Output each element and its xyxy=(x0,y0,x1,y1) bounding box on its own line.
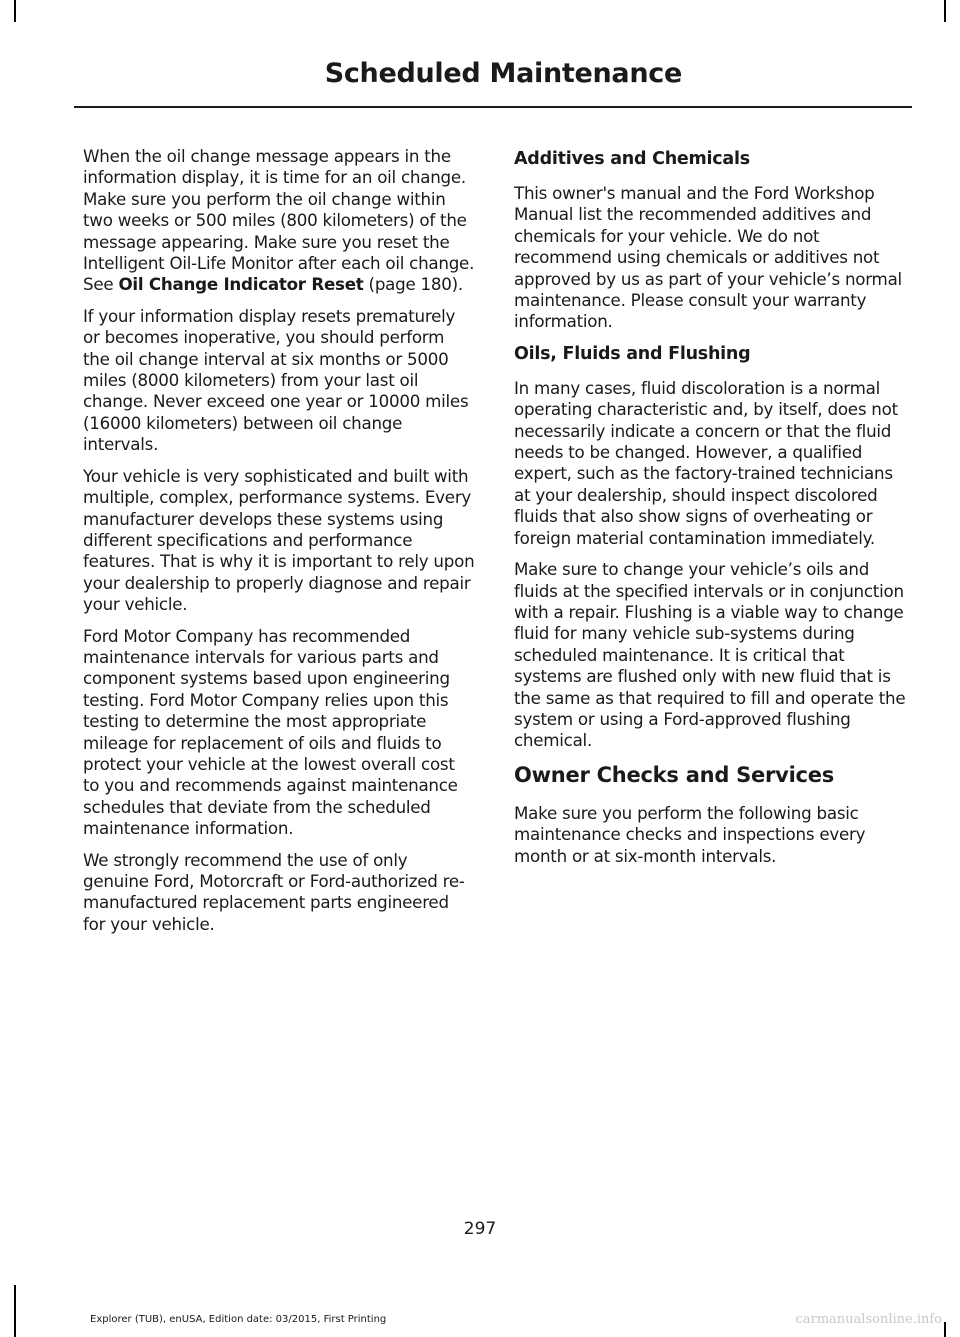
crop-mark-bottom-left xyxy=(14,1285,16,1337)
owner-checks-heading: Owner Checks and Services xyxy=(514,762,834,787)
sophisticated-vehicle-paragraph: Your vehicle is very sophisticated and built with multiple, complex, performance systems. Every manufacturer develops these systems using different specifications and performance features. That is why it is important to rely upon your dealership to properly diagnose and repair your vehicle. xyxy=(83,465,475,615)
page-number: 297 xyxy=(463,1219,497,1239)
genuine-parts-paragraph: We strongly recommend the use of only genuine Ford, Motorcraft or Ford-authorized re-manufactured replacement parts engineered for your vehicle. xyxy=(83,849,465,934)
crop-mark-top-left xyxy=(14,0,16,22)
maintenance-intervals-paragraph: Ford Motor Company has recommended maintenance intervals for various parts and component systems based upon engineering testing. Ford Motor Company relies upon this testing to determine the most appropriate mileage for replacement of oils and fluids to protect your vehicle at the lowest overall cost to you and recommends against maintenance schedules that deviate from the scheduled maintenance information. xyxy=(83,625,458,839)
watermark: carmanualsonline.info xyxy=(795,1312,942,1327)
oil-change-indicator-reset-link[interactable]: Oil Change Indicator Reset xyxy=(118,274,364,295)
display-reset-paragraph: If your information display resets prematurely or becomes inoperative, you should perform the oil change interval at six months or 5000 miles (8000 kilometers) from your last oil change. Never exceed one year or 10000 miles (16000 kilometers) between oil change intervals. xyxy=(83,305,469,455)
fluid-discoloration-paragraph: In many cases, fluid discoloration is a normal operating characteristic and, by itself, does not necessarily indicate a concern or that the fluid needs to be changed. However, a qualified expert, such as the factory-trained technicians at your dealership, should inspect discolored fluids that also show signs of overheating or foreign material contamination immediately. xyxy=(514,377,898,548)
oil-change-message-text: When the oil change message appears in the information display, it is time for an oil change. Make sure you perform the oil change within two weeks or 500 miles (800 kilometers) of the message appearing. Make sure you reset the Intelligent Oil-Life Monitor after each oil change. See xyxy=(83,146,475,295)
edition-info: Explorer (TUB), enUSA, Edition date: 03/2015, First Printing xyxy=(90,1314,387,1325)
crop-mark-bottom-right xyxy=(944,1322,946,1337)
page-title: Scheduled Maintenance xyxy=(324,58,682,89)
fluid-change-paragraph: Make sure to change your vehicle’s oils and fluids at the specified intervals or in conjunction with a repair. Flushing is a viable way to change fluid for many vehicle sub-systems during scheduled maintenance. It is critical that systems are flushed only with new fluid that is the same as that required to fill and operate the system or using a Ford-approved flushing chemical. xyxy=(514,559,906,751)
oil-change-message-paragraph xyxy=(83,146,475,296)
owner-checks-paragraph: Make sure you perform the following basic maintenance checks and inspections every month or at six-month intervals. xyxy=(514,802,866,866)
additives-heading: Additives and Chemicals xyxy=(514,149,750,169)
page-reference: (page 180). xyxy=(363,274,463,295)
left-column xyxy=(83,146,475,945)
header-divider xyxy=(74,106,912,108)
crop-mark-top-right xyxy=(944,0,946,22)
oils-fluids-heading: Oils, Fluids and Flushing xyxy=(514,343,751,364)
right-column xyxy=(514,146,906,877)
additives-paragraph: This owner's manual and the Ford Workshop Manual list the recommended additives and chemicals for your vehicle. We do not recommend using chemicals or additives not approved by us as part of your vehicle’s normal maintenance. Please consult your warranty information. xyxy=(514,183,902,332)
